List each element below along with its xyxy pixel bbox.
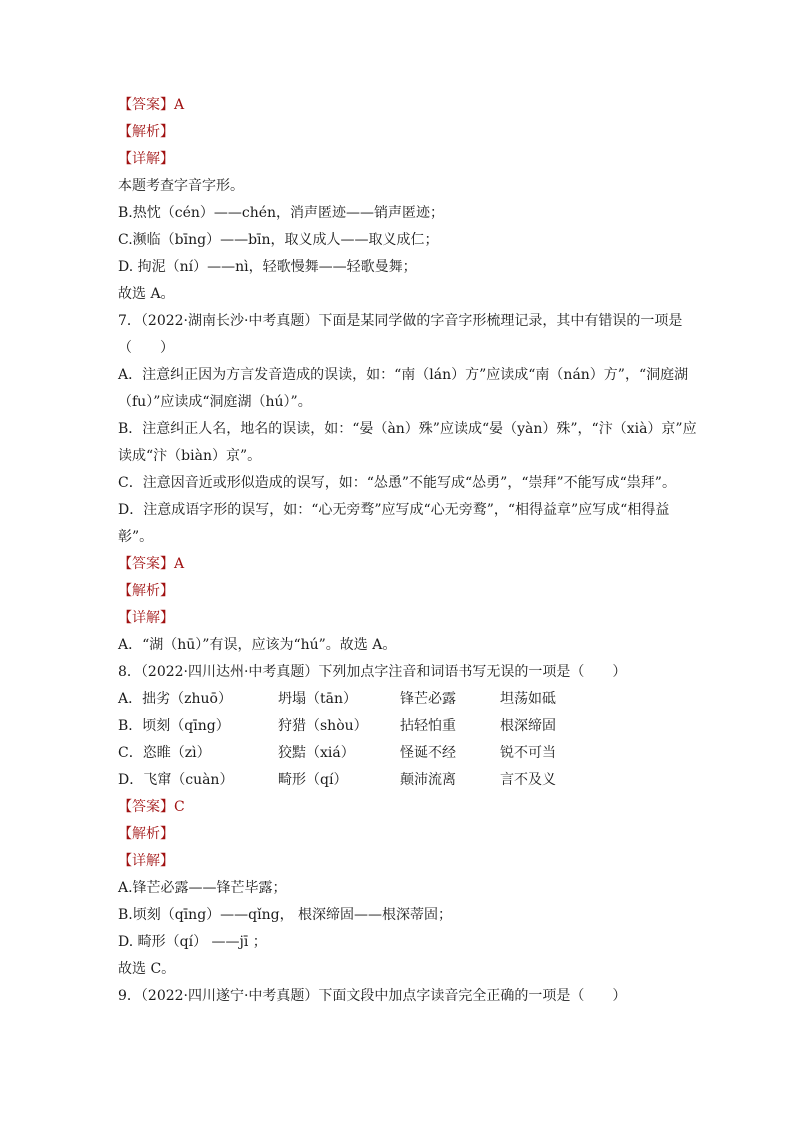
option-cell: 坦荡如砥 <box>500 691 556 707</box>
explain-line: 本题考查字音字形。 <box>118 178 244 194</box>
option-cell: 锋芒必露 <box>400 691 456 707</box>
explain-line: B.热忱（cén）——chén，消声匿迹——销声匿迹； <box>118 205 445 221</box>
question-8-option-c <box>118 740 678 767</box>
option-cell: 言不及义 <box>500 772 556 788</box>
option-cell: 畸形（qí） <box>278 772 348 788</box>
explain-line: A.锋芒必露——锋芒毕露； <box>118 880 287 896</box>
option-cell: D．飞窜（cuàn） <box>118 772 234 788</box>
question-8-stem: 8．（2022·四川达州·中考真题）下列加点字注音和词语书写无误的一项是（ ） <box>118 664 627 680</box>
question-7-option-b-cont: 读成“汴（biàn）京”。 <box>118 448 262 464</box>
question-7-option-a: A．注意纠正因为方言发音造成的误读，如：“南（lán）方”应读成“南（nán）方”，“洞庭湖 <box>118 367 689 383</box>
explain-line: 故选 A。 <box>118 286 175 302</box>
option-cell: 根深缔固 <box>500 718 556 734</box>
question-7-option-d-cont: 彰”。 <box>118 529 154 545</box>
explain-line: B.顷刻（qīng）——qǐng， 根深缔固——根深蒂固； <box>118 907 453 923</box>
explain-line: A．“湖（hū）”有误，应该为“hú”。故选 A。 <box>118 637 397 653</box>
option-cell: 坍塌（tān） <box>278 691 357 707</box>
detail-label: 【详解】 <box>118 151 174 167</box>
answer-label: 【答案】C <box>118 799 185 815</box>
option-cell: A．拙劣（zhuō） <box>118 691 232 707</box>
question-7-stem: 7．（2022·湖南长沙·中考真题）下面是某同学做的字音字形梳理记录，其中有错误的一项是 <box>118 313 683 329</box>
question-8-option-d <box>118 767 678 794</box>
question-7-option-d: D．注意成语字形的误写，如：“心无旁骛”应写成“心无旁鹜”，“相得益章”应写成“相得益 <box>118 502 670 518</box>
question-9-stem: 9．（2022·四川遂宁·中考真题）下面文段中加点字读音完全正确的一项是（ ） <box>118 988 627 1004</box>
option-cell: 怪诞不经 <box>400 745 456 761</box>
answer-label: 【答案】A <box>118 556 185 572</box>
option-cell: 颠沛流离 <box>400 772 456 788</box>
answer-label: 【答案】A <box>118 97 185 113</box>
option-cell: B．顷刻（qīng） <box>118 718 230 734</box>
option-cell: 拈轻怕重 <box>400 718 456 734</box>
detail-label: 【详解】 <box>118 853 174 869</box>
question-7-option-b: B．注意纠正人名，地名的误读，如：“晏（àn）殊”应读成“晏（yàn）殊”，“汴（xià）京”应 <box>118 421 697 437</box>
option-cell: 锐不可当 <box>500 745 556 761</box>
option-cell: C．恣睢（zì） <box>118 745 211 761</box>
analysis-label: 【解析】 <box>118 826 174 842</box>
analysis-label: 【解析】 <box>118 124 174 140</box>
explain-line: D. 畸形（qí） ——jī ； <box>118 934 267 950</box>
question-8-option-b <box>118 713 678 740</box>
option-cell: 狡黠（xiá） <box>278 745 355 761</box>
option-cell: 狩猎（shòu） <box>278 718 368 734</box>
question-7-option-c: C．注意因音近或形似造成的误写，如：“怂恿”不能写成“怂勇”，“崇拜”不能写成“祟拜”。 <box>118 475 676 491</box>
document-page <box>118 92 697 1010</box>
explain-line: 故选 C。 <box>118 961 176 977</box>
question-7-option-a-cont: （fu）”应读成“洞庭湖（hú）”。 <box>118 394 312 410</box>
analysis-label: 【解析】 <box>118 583 174 599</box>
explain-line: D. 拘泥（ní）——nì，轻歌慢舞——轻歌曼舞； <box>118 259 417 275</box>
explain-line: C.濒临（bīng）——bīn，取义成人——取义成仁； <box>118 232 439 248</box>
question-8-option-a <box>118 686 678 713</box>
question-7-stem-bracket: （ ） <box>118 340 174 356</box>
detail-label: 【详解】 <box>118 610 174 626</box>
